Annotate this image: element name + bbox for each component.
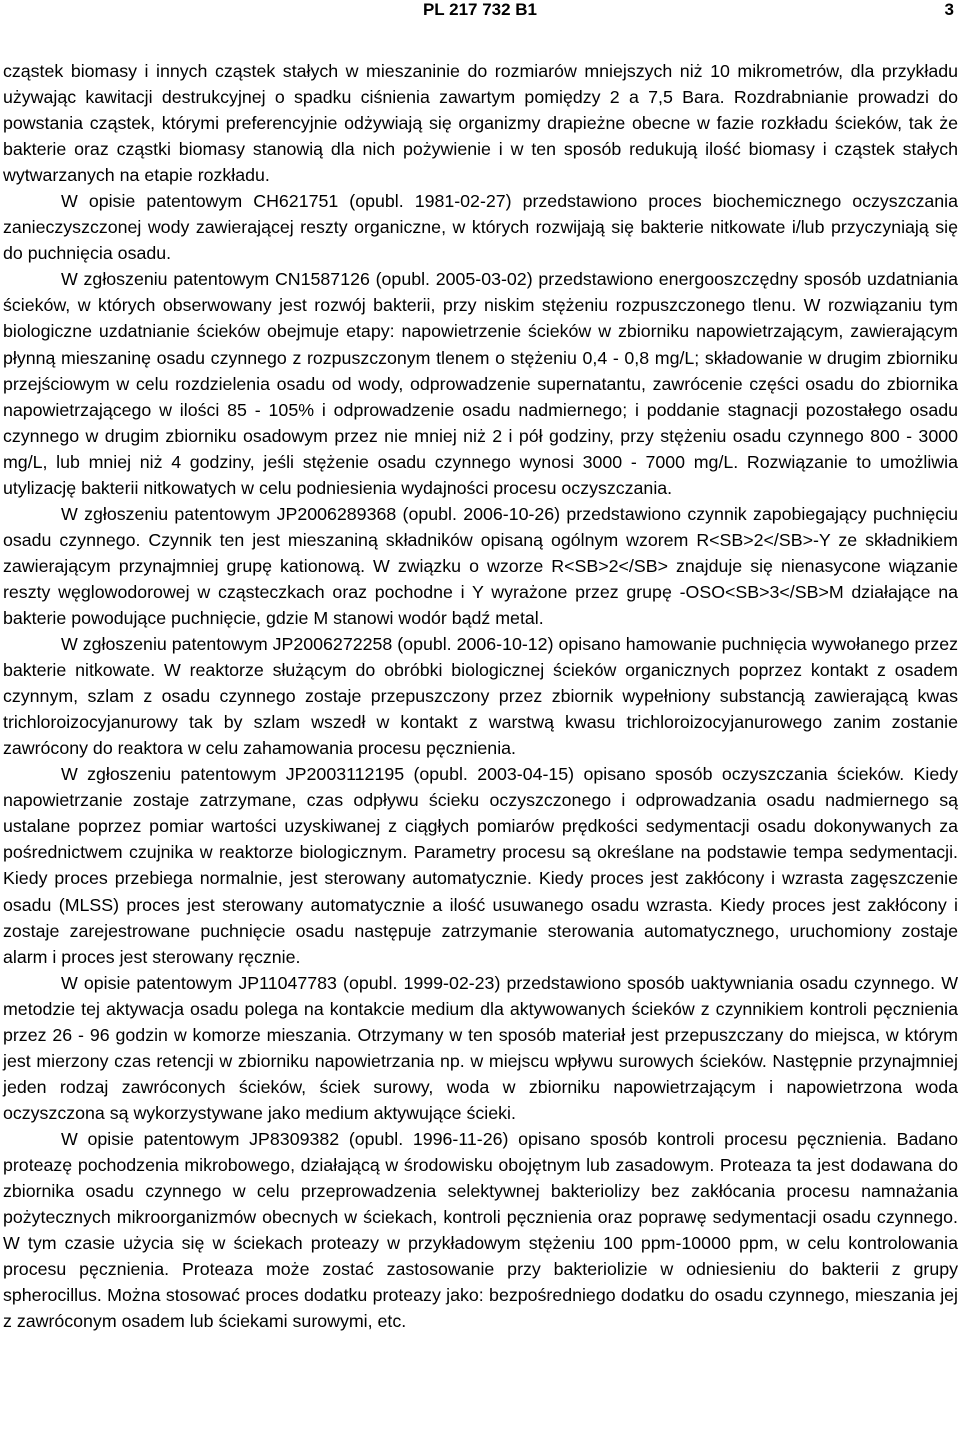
paragraph-jp2006272258: W zgłoszeniu patentowym JP2006272258 (opubl. 2006-10-12) opisano hamowanie puchnięcia wywołanego przez bakterie nitkowate. W reaktorze służącym do obróbki biologicznej ścieków organicznych poprzez kontakt z osadem czynnym, szlam z osadu czynnego zostaje przepuszczony przez zbiornik wypełniony substancją zawierającą kwas trichloroizocyjanurowy tak by szlam wszedł w kontakt z warstwą kwasu trichloroizocyjanurowego zanim zostanie zawrócony do reaktora w celu zahamowania procesu pęcznienia. (3, 634, 958, 759)
paragraph-jp2006289368: W zgłoszeniu patentowym JP2006289368 (opubl. 2006-10-26) przedstawiono czynnik zapobiegający puchnięciu osadu czynnego. Czynnik ten jest mieszaniną składników opisaną ogólnym wzorem R<SB>2</SB>-Y ze składnikiem zawierającym przynajmniej grupę kationową. W związku o wzorze R<SB>2</SB> znajduje się nienasycone wiązanie reszty węglowodorowej w cząsteczkach oraz pochodne i Y wyrażone przez grupę -OSO<SB>3</SB>M działające na bakterie powodujące puchnięcie, gdzie M stanowi wodór bądź metal. (3, 503, 958, 628)
page-number: 3 (944, 0, 954, 19)
document-body (3, 58, 958, 1334)
paragraph-jp8309382: W opisie patentowym JP8309382 (opubl. 1996-11-26) opisano sposób kontroli procesu pęcznienia. Badano proteazę pochodzenia mikrobowego, działającą w środowisku obojętnym lub zasadowym. Proteaza ta jest dodawana do zbiornika osadu czynnego w celu przeprowadzenia selektywnej bakteriolizy bez zakłócania procesu namnażania pożytecznych mikroorganizmów obecnych w ściekach, kontroli pęcznienia oraz poprawę sedymentacji osadu czynnego. W tym czasie użycia się w ściekach proteazy w przykładowym stężeniu 100 ppm-10000 ppm, w celu kontrolowania procesu pęcznienia. Proteaza może zostać zastosowanie przy bakteriolizie w odniesieniu do bakterii z grupy spherocillus. Można stosować proces dodatku proteazy jako: bezpośredniego dodatku do osadu czynnego, mieszania jej z zawróconym osadem lub ściekami surowymi, etc. (3, 1128, 958, 1332)
paragraph-continuation: cząstek biomasy i innych cząstek stałych w mieszaninie do rozmiarów mniejszych niż 10 mikrometrów, dla przykładu używając kawitacji destrukcyjnej o spadku ciśnienia zawartym pomiędzy 2 a 7,5 Bara. Rozdrabnianie prowadzi do powstania cząstek, którymi preferencyjnie odżywiają się organizmy drapieżne obecne w fazie rozkładu ścieków, tak że bakterie oraz cząstki biomasy stanowią dla nich pożywienie i w ten sposób redukują ilość biomasy i cząstek stałych wytwarzanych na etapie rozkładu. (3, 61, 958, 186)
patent-number: PL 217 732 B1 (422, 0, 538, 19)
paragraph-cn1587126: W zgłoszeniu patentowym CN1587126 (opubl. 2005-03-02) przedstawiono energooszczędny sposób uzdatniania ścieków, w których obserwowany jest rozwój bakterii, przy niskim stężeniu rozpuszczonego tlenu. W rozwiązaniu tym biologiczne uzdatnianie ścieków obejmuje etapy: napowietrzenie ścieków w zbiorniku napowietrzającym, zawierającym płynną mieszaninę osadu czynnego z rozpuszczonym tlenem o stężeniu 0,4 - 0,8 mg/L; składowanie w drugim zbiorniku przejściowym w celu rozdzielenia osadu od wody, odprowadzenie supernatantu, zawrócenie części osadu do zbiornika napowietrzającego w ilości 85 - 105% i odprowadzenie osadu nadmiernego; i poddanie stagnacji pozostałego osadu czynnego w drugim zbiorniku osadowym przez nie mniej niż 2 i pół godziny, przy stężeniu osadu czynnego 800 - 3000 mg/L, lub mniej niż 4 godziny, jeśli stężenie osadu czynnego wynosi 3000 - 7000 mg/L. Rozwiązanie to umożliwia utylizację bakterii nitkowatych w celu podniesienia wydajności procesu oczyszczania. (3, 269, 958, 498)
paragraph-jp11047783: W opisie patentowym JP11047783 (opubl. 1999-02-23) przedstawiono sposób uaktywniania osadu czynnego. W metodzie tej aktywacja osadu polega na kontakcie medium dla aktywowanych ścieków z czynnikiem kontroli pęcznienia przez 26 - 96 godzin w komorze mieszania. Otrzymany w ten sposób materiał jest przepuszczany do miejsca, w którym jest mierzony czas retencji w zbiorniku napowietrzania np. w miejscu wpływu surowych ścieków. Następnie przynajmniej jeden rodzaj zawróconych ścieków, ściek surowy, woda w zbiorniku napowietrzającym i napowietrzona woda oczyszczona są wykorzystywane jako medium aktywujące ścieki. (3, 972, 958, 1123)
paragraph-jp2003112195: W zgłoszeniu patentowym JP2003112195 (opubl. 2003-04-15) opisano sposób oczyszczania ścieków. Kiedy napowietrzanie zostaje zatrzymane, czas odpływu ścieku oczyszczonego i odprowadzania osadu nadmiernego są ustalane poprzez pomiar wartości uzyskiwanej z ciągłych pomiarów prędkości sedymentacji osadu dokonywanych za pośrednictwem czujnika w reaktorze biologicznym. Parametry procesu są określane na podstawie tempa sedymentacji. Kiedy proces przebiega normalnie, jest sterowany automatycznie. Kiedy proces jest zakłócony i wzrasta zagęszczenie osadu (MLSS) proces jest sterowany automatycznie a ilość usuwanego osadu wzrasta. Kiedy proces jest zakłócony i zostaje zarejestrowane puchnięcie osadu następuje zatrzymanie sterowania automatycznego, uruchomiony zostaje alarm i proces jest sterowany ręcznie. (3, 764, 958, 967)
paragraph-ch621751: W opisie patentowym CH621751 (opubl. 1981-02-27) przedstawiono proces biochemicznego oczyszczania zanieczyszczonej wody zawierającej reszty organiczne, w których rozwijają się bakterie nitkowate i/lub przyczyniają się do puchnięcia osadu. (3, 191, 958, 264)
page-header (0, 0, 960, 20)
